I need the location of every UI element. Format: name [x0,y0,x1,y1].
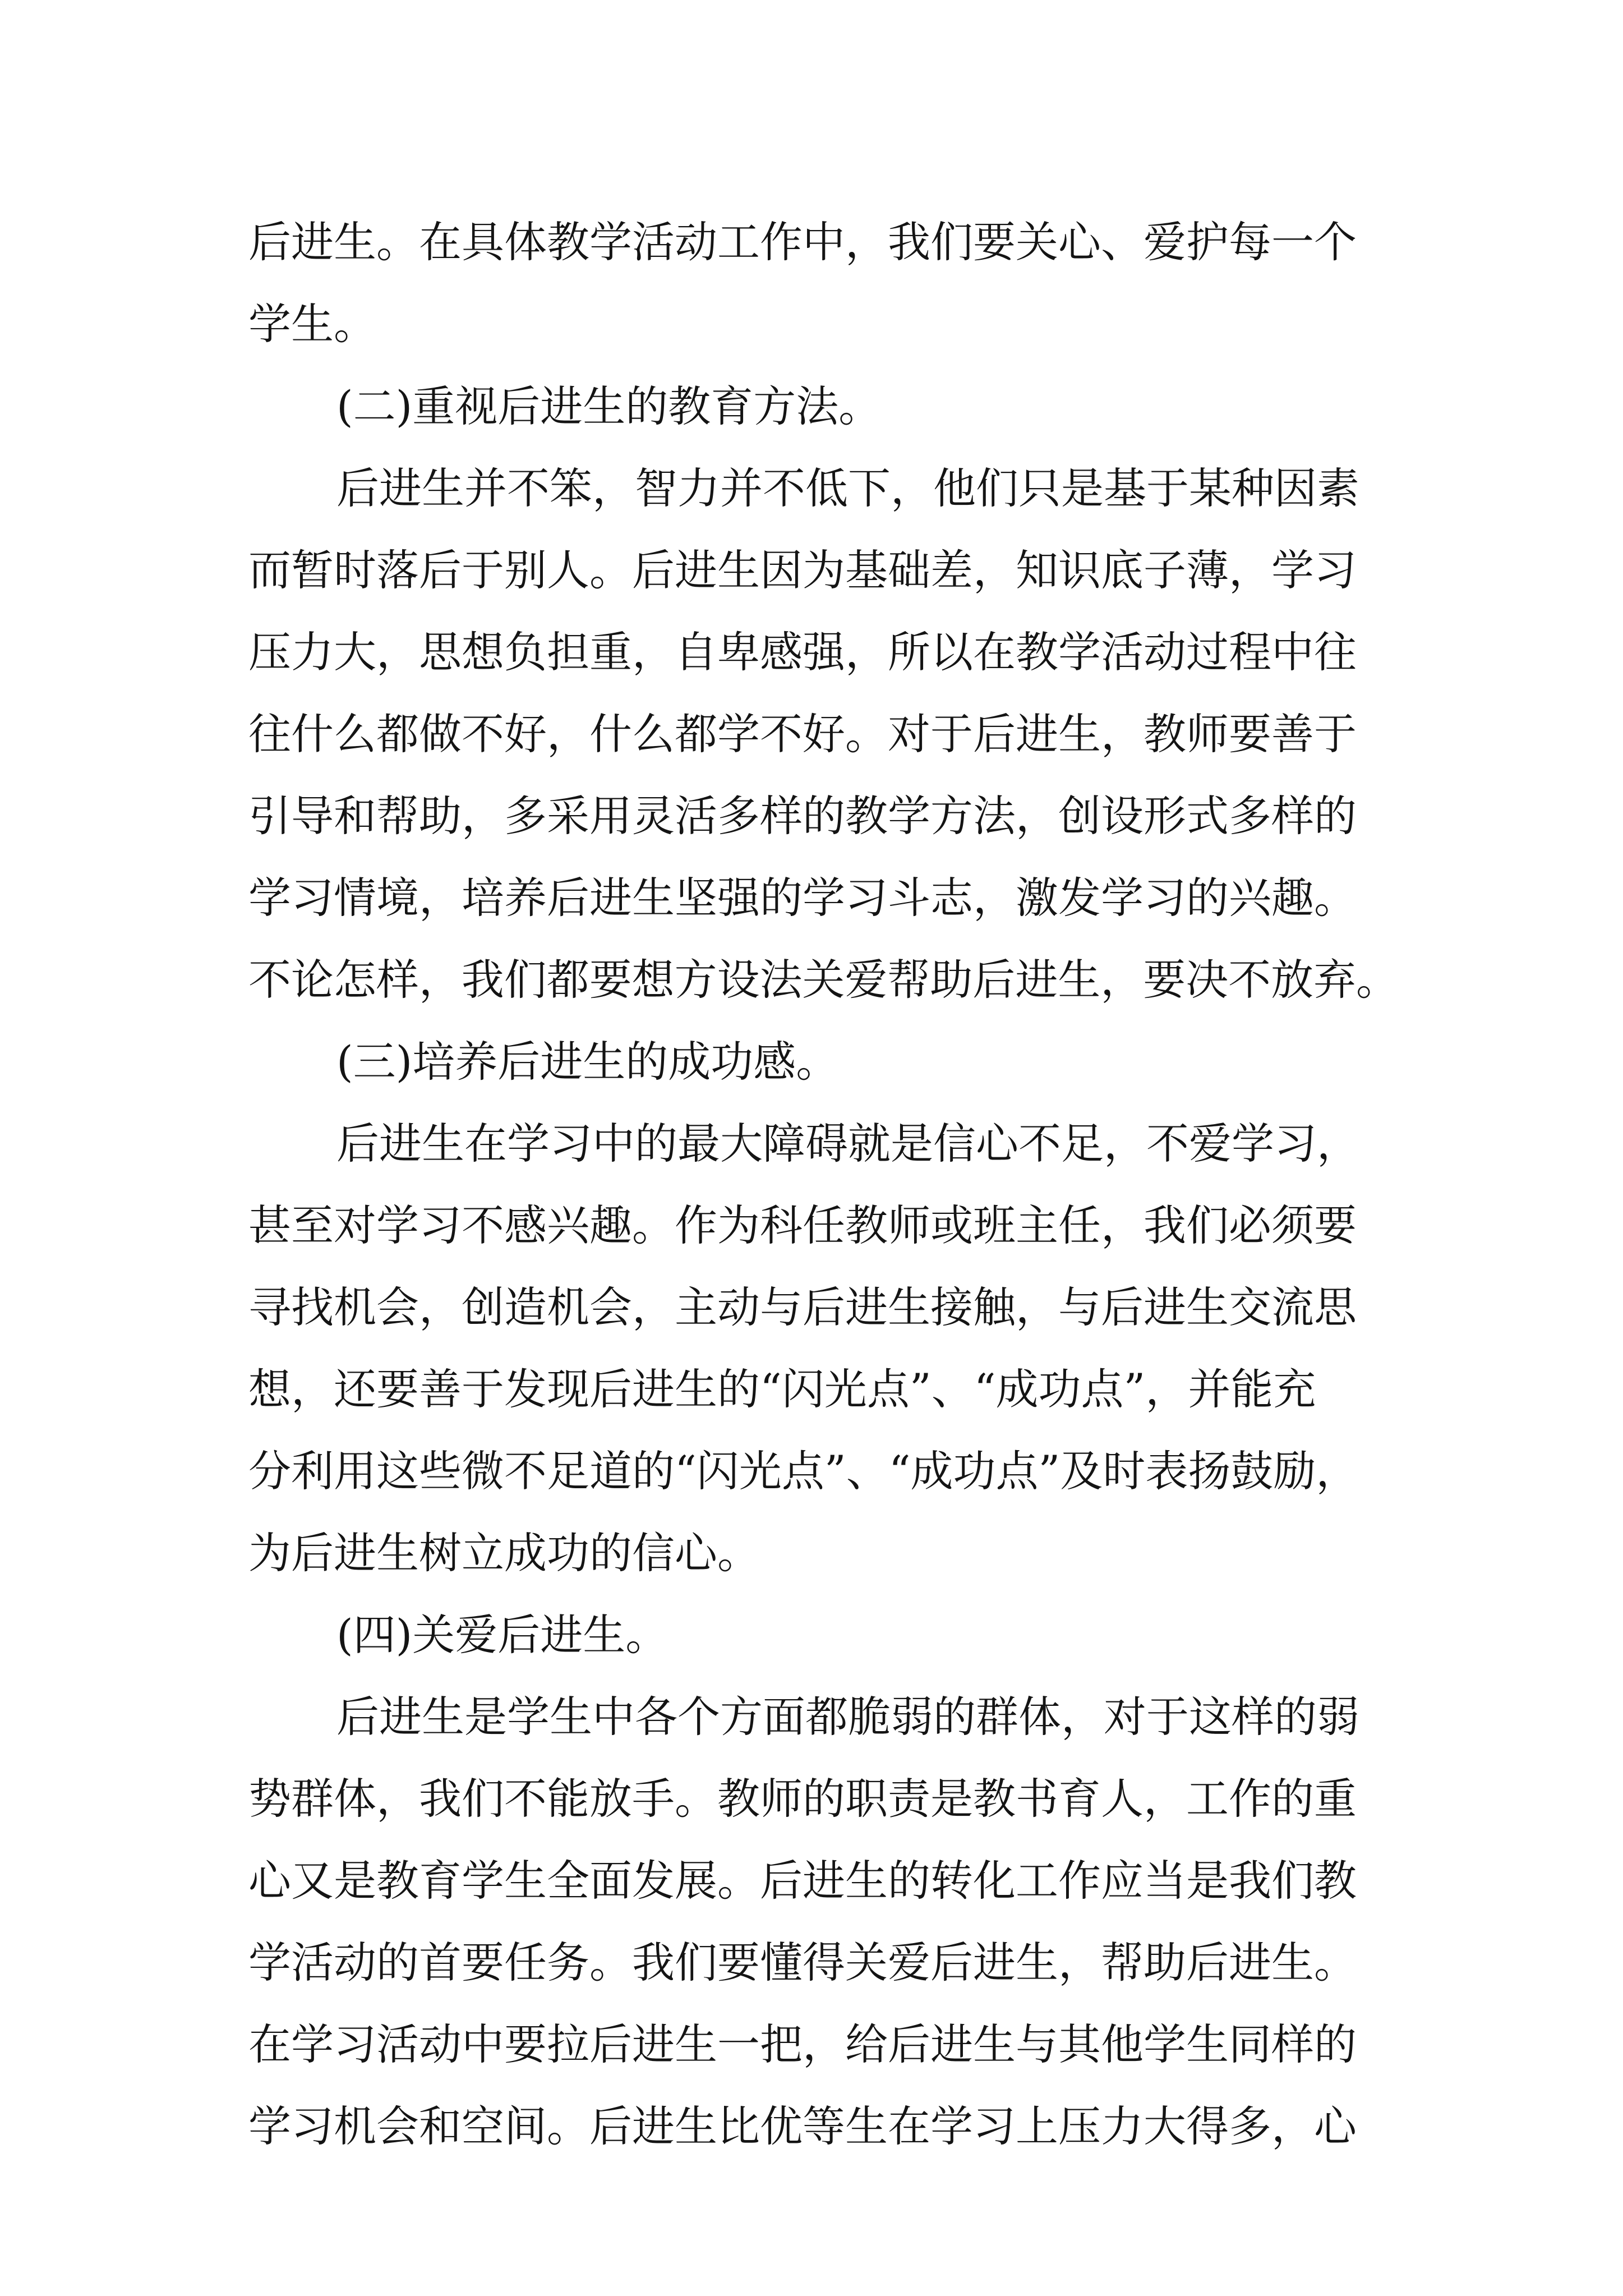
text-line: 在学习活动中要拉后进生一把，给后进生与其他学生同样的 [248,2019,1357,2069]
text-line: 学习情境，培养后进生坚强的学习斗志，激发学习的兴趣。 [248,873,1357,923]
text-line: 往什么都做不好，什么都学不好。对于后进生，教师要善于 [248,709,1357,759]
text-line: 后进生是学生中各个方面都脆弱的群体，对于这样的弱 [336,1692,1359,1742]
text-line: 为后进生树立成功的信心。 [248,1528,760,1578]
section-heading: (三)培养后进生的成功感。 [336,1037,839,1087]
text-line: 势群体，我们不能放手。教师的职责是教书育人，工作的重 [248,1774,1357,1824]
text-line: 而暂时落后于别人。后进生因为基础差，知识底子薄，学习 [248,545,1357,595]
text-line: 甚至对学习不感兴趣。作为科任教师或班主任，我们必须要 [248,1200,1357,1250]
text-line: 后进生。在具体教学活动工作中，我们要关心、爱护每一个 [248,217,1357,267]
text-line: 引导和帮助，多采用灵活多样的教学方法，创设形式多样的 [248,791,1357,841]
section-heading: (四)关爱后进生。 [336,1610,668,1660]
text-line: 学活动的首要任务。我们要懂得关爱后进生，帮助后进生。 [248,1938,1357,1987]
text-line: 后进生并不笨，智力并不低下，他们只是基于某种因素 [336,463,1359,513]
text-line: 学生。 [248,299,376,349]
text-line: 不论怎样，我们都要想方设法关爱帮助后进生，要决不放弃。 [248,955,1399,1005]
text-line: 想，还要善于发现后进生的“闪光点”、“成功点”，并能充 [248,1364,1316,1414]
text-line: 寻找机会，创造机会，主动与后进生接触，与后进生交流思 [248,1282,1357,1332]
text-line: 心又是教育学生全面发展。后进生的转化工作应当是我们教 [248,1856,1357,1906]
text-line: 压力大，思想负担重，自卑感强，所以在教学活动过程中往 [248,627,1357,677]
section-heading: (二)重视后进生的教育方法。 [336,381,882,431]
text-line: 学习机会和空间。后进生比优等生在学习上压力大得多，心 [248,2101,1357,2151]
text-line: 分利用这些微不足道的“闪光点”、“成功点”及时表扬鼓励， [248,1446,1359,1496]
text-line: 后进生在学习中的最大障碍就是信心不足，不爱学习， [336,1119,1359,1168]
